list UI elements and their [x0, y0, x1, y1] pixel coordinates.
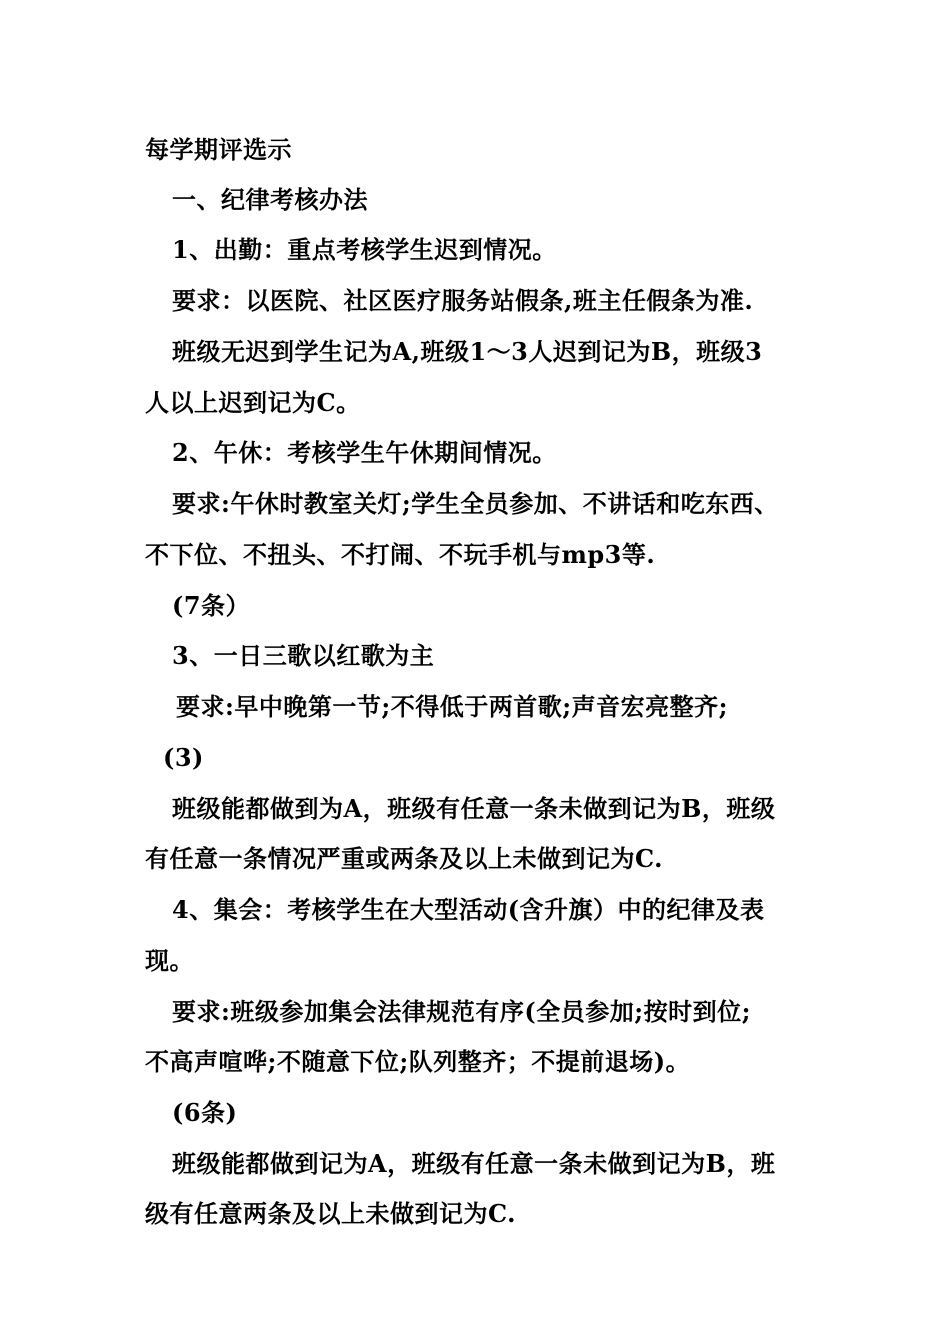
item-attendance: 1、出勤：重点考核学生迟到情况。	[172, 235, 557, 264]
item-assembly: 4、集会：考核学生在大型活动(含升旗）中的纪律及表	[172, 895, 765, 924]
assembly-requirement: 要求:班级参加集会法律规范有序(全员参加;按时到位;	[172, 997, 751, 1026]
daily-songs-grading-cont: 有任意一条情况严重或两条及以上未做到记为C.	[145, 844, 664, 873]
assembly-requirement-cont: 不高声喧哗;不随意下位;队列整齐；不提前退场)。	[145, 1047, 691, 1076]
item-daily-songs: 3、一日三歌以红歌为主	[172, 641, 435, 670]
section-heading-discipline: 一、纪律考核办法	[172, 185, 368, 214]
noon-rest-requirement: 要求:午休时教室关灯;学生全员参加、不讲话和吃东西、	[172, 489, 779, 518]
item-assembly-cont: 现。	[145, 946, 194, 975]
daily-songs-count: (3)	[163, 743, 204, 772]
item-noon-rest: 2、午休：考核学生午休期间情况。	[172, 438, 557, 467]
noon-rest-count: (7条）	[172, 591, 251, 620]
attendance-grading: 班级无迟到学生记为A,班级1～3人迟到记为B，班级3	[172, 337, 763, 366]
assembly-grading: 班级能都做到记为A，班级有任意一条未做到记为B，班	[172, 1149, 776, 1178]
attendance-requirement: 要求：以医院、社区医疗服务站假条,班主任假条为准.	[172, 286, 754, 315]
assembly-grading-cont: 级有任意两条及以上未做到记为C.	[145, 1199, 517, 1228]
noon-rest-requirement-cont: 不下位、不扭头、不打闹、不玩手机与mp3等.	[145, 540, 656, 569]
daily-songs-grading: 班级能都做到为A，班级有任意一条未做到记为B，班级	[172, 794, 776, 823]
daily-songs-requirement: 要求:早中晚第一节;不得低于两首歌;声音宏亮整齐;	[176, 692, 728, 721]
doc-title: 每学期评选示	[145, 135, 292, 164]
assembly-count: (6条)	[172, 1098, 238, 1127]
attendance-grading-cont: 人以上迟到记为C。	[145, 388, 361, 417]
